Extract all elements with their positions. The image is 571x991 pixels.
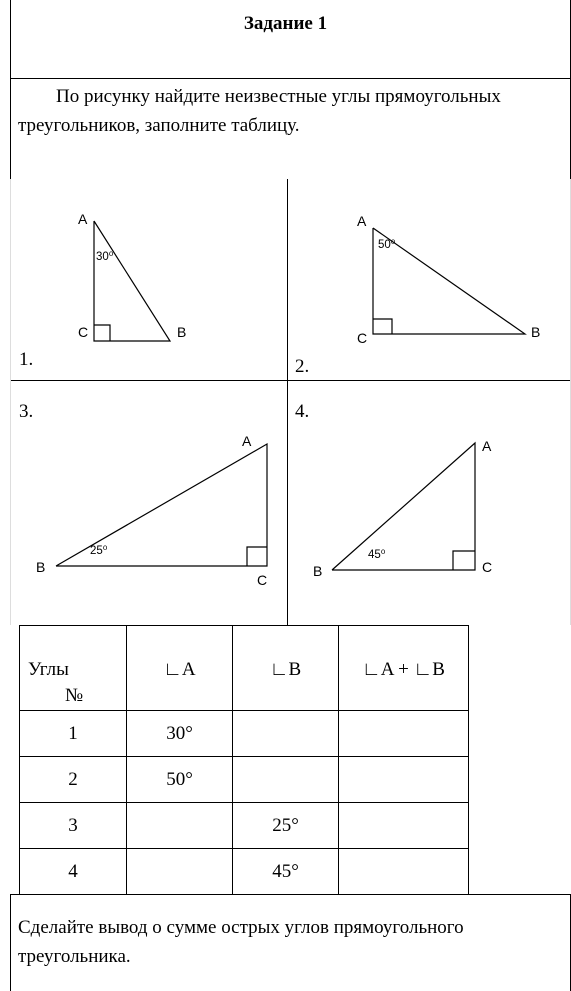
row-1-angle-b[interactable] bbox=[233, 711, 339, 757]
row-3-angle-sum[interactable] bbox=[339, 803, 469, 849]
header-angle-b bbox=[233, 626, 339, 711]
row-4-angle-a[interactable] bbox=[127, 849, 233, 895]
row-1-angle-sum[interactable] bbox=[339, 711, 469, 757]
row-4-angle-b[interactable]: 45° bbox=[233, 849, 339, 895]
header-angles-label: Углы bbox=[28, 659, 69, 680]
triangle-3 bbox=[56, 444, 267, 566]
row-4-angle-sum[interactable] bbox=[339, 849, 469, 895]
row-3-angle-b[interactable]: 25° bbox=[233, 803, 339, 849]
conclusion-prompt: Сделайте вывод о сумме острых углов прямоугольного треугольника. bbox=[18, 917, 464, 967]
task-title: Задание 1 bbox=[243, 13, 328, 34]
triangle-3-vertex-a: A bbox=[242, 433, 252, 449]
triangle-1-vertex-c: C bbox=[78, 324, 89, 340]
triangle-2 bbox=[373, 228, 525, 334]
triangle-3-vertex-c: C bbox=[257, 572, 268, 588]
answer-table bbox=[19, 625, 469, 895]
triangle-4-vertex-a: A bbox=[482, 438, 492, 454]
row-2-angle-sum[interactable] bbox=[339, 757, 469, 803]
table-row bbox=[20, 803, 469, 849]
table-row bbox=[20, 757, 469, 803]
triangle-2-vertex-c: C bbox=[357, 330, 368, 346]
triangle-2-angle-label: 50⁰ bbox=[378, 239, 396, 251]
row-1-angle-a[interactable]: 30° bbox=[127, 711, 233, 757]
header-angle-sum-label: ∟A + ∟B bbox=[362, 659, 445, 680]
triangle-1 bbox=[94, 221, 170, 341]
row-2-angle-a[interactable]: 50° bbox=[127, 757, 233, 803]
header-angle-sum bbox=[339, 626, 469, 711]
answer-table-header bbox=[20, 626, 469, 711]
triangle-2-vertex-a: A bbox=[357, 213, 367, 229]
row-2-angle-b[interactable] bbox=[233, 757, 339, 803]
row-1-number: 1 bbox=[20, 711, 127, 757]
triangle-3-vertex-b: B bbox=[36, 559, 46, 575]
figure-4-number: 4. bbox=[295, 401, 310, 422]
triangle-1-vertex-b: B bbox=[177, 324, 187, 340]
triangle-2-vertex-b: B bbox=[531, 324, 541, 340]
table-row bbox=[20, 711, 469, 757]
header-angle-a-label: ∟A bbox=[163, 659, 196, 680]
row-3-angle-a[interactable] bbox=[127, 803, 233, 849]
figure-2-number: 2. bbox=[295, 356, 310, 377]
row-4-number: 4 bbox=[20, 849, 127, 895]
row-3-number: 3 bbox=[20, 803, 127, 849]
header-angles-number-cell bbox=[20, 626, 127, 711]
triangle-1-angle-label: 30⁰ bbox=[96, 251, 114, 263]
figure-3-number: 3. bbox=[19, 401, 34, 422]
triangle-4 bbox=[332, 443, 475, 570]
task-instruction: По рисунку найдите неизвестные углы прямоугольных треугольников, заполните таблицу. bbox=[18, 86, 501, 136]
triangle-1-vertex-a: A bbox=[78, 211, 88, 227]
figure-1-number: 1. bbox=[19, 349, 34, 370]
triangle-4-vertex-b: B bbox=[313, 563, 323, 579]
triangle-4-vertex-c: C bbox=[482, 559, 493, 575]
table-row bbox=[20, 849, 469, 895]
triangle-4-angle-label: 45⁰ bbox=[368, 549, 386, 561]
conclusion-row-divider bbox=[10, 894, 571, 895]
header-angle-a bbox=[127, 626, 233, 711]
header-angle-b-label: ∟B bbox=[269, 659, 302, 680]
header-number-label: № bbox=[65, 685, 84, 706]
row-2-number: 2 bbox=[20, 757, 127, 803]
triangle-3-angle-label: 25⁰ bbox=[90, 545, 108, 557]
